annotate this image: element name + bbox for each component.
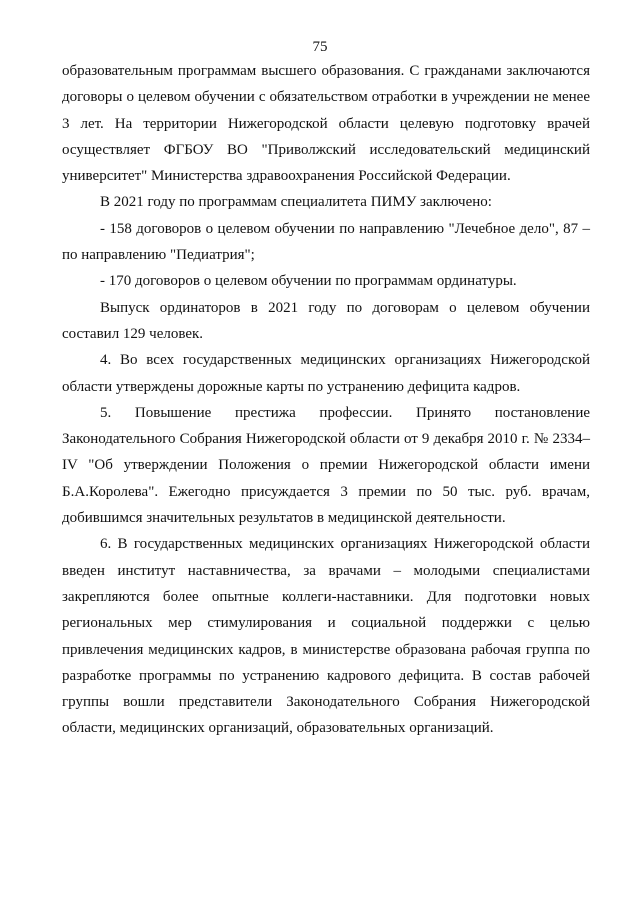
paragraph-specialty-contracts-intro: В 2021 году по программам специалитета ПИМУ заключено: <box>100 194 492 211</box>
paragraph-continuation: образовательным программам высшего образования. С гражданами заключаются договоры о целевом обучении с обязательством отработки в учреждении не менее 3 лет. На территории Нижегородской области целевую подготовку врачей осуществляет ФГБОУ ВО "Приволжский исследовательский медицинский университет" Министерства здравоохранения Российской Федерации. <box>62 63 590 185</box>
paragraph-item-4-roadmaps: 4. Во всех государственных медицинских организациях Нижегородской области утверждены дорожные карты по устранению дефицита кадров. <box>62 352 590 395</box>
document-body <box>62 58 590 742</box>
list-item-residency-contracts: - 170 договоров о целевом обучении по программам ординатуры. <box>100 273 517 290</box>
paragraph-item-5-prestige: 5. Повышение престижа профессии. Принято постановление Законодательного Собрания Нижегородской области от 9 декабря 2010 г. № 2334–IV "Об утверждении Положения о премии Нижегородской области имени Б.А.Королева". Ежегодно присуждается 3 премии по 50 тыс. руб. врачам, добившимся значительных результатов в медицинской деятельности. <box>62 404 590 527</box>
page-number: 75 <box>312 39 328 55</box>
paragraph-residents-graduation: Выпуск ординаторов в 2021 году по договорам о целевом обучении составил 129 человек. <box>62 299 590 342</box>
list-item-specialty-contracts: - 158 договоров о целевом обучении по направлению "Лечебное дело", 87 – по направлению "Педиатрия"; <box>62 220 590 264</box>
paragraph-item-6-mentorship: 6. В государственных медицинских организациях Нижегородской области введен институт наставничества, за врачами – молодыми специалистами закрепляются более опытные коллеги-наставники. Для подготовки новых региональных мер стимулирования и социальной поддержки с целью привлечения медицинских кадров, в министерстве образована рабочая группа по разработке программы по устранению кадрового дефицита. В состав рабочей группы вошли представители Законодательного Собрания Нижегородской области, медицинских организаций, образовательных организаций. <box>62 536 590 737</box>
